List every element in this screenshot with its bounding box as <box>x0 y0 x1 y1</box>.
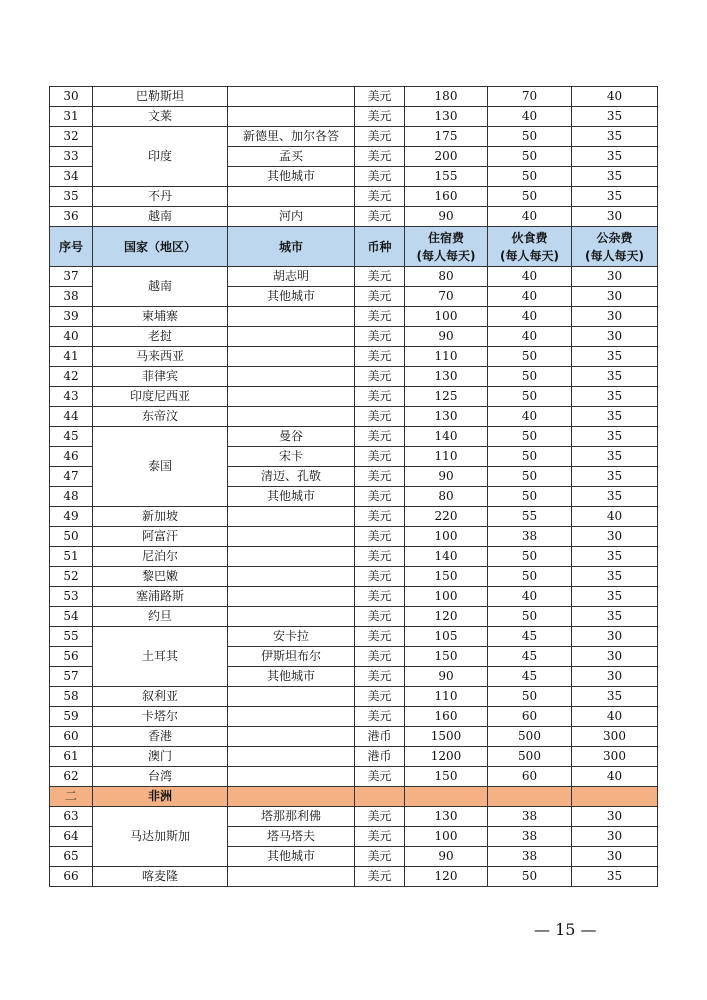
city-cell <box>228 767 355 787</box>
row-number: 34 <box>50 167 93 187</box>
meals-cell: 45 <box>488 647 572 667</box>
city-cell <box>228 867 355 887</box>
lodging-cell: 90 <box>405 327 488 347</box>
city-cell: 河内 <box>228 207 355 227</box>
meals-cell: 500 <box>488 727 572 747</box>
country-cell: 马来西亚 <box>93 347 228 367</box>
city-cell <box>228 307 355 327</box>
section-number: 二 <box>50 787 93 807</box>
city-cell <box>228 547 355 567</box>
city-cell <box>228 707 355 727</box>
city-cell: 宋卡 <box>228 447 355 467</box>
meals-cell: 40 <box>488 267 572 287</box>
row-number: 60 <box>50 727 93 747</box>
currency-cell: 美元 <box>355 667 405 687</box>
meals-cell: 50 <box>488 187 572 207</box>
lodging-cell: 200 <box>405 147 488 167</box>
lodging-cell: 155 <box>405 167 488 187</box>
country-cell: 黎巴嫩 <box>93 567 228 587</box>
meals-cell: 50 <box>488 547 572 567</box>
table-row <box>50 627 658 647</box>
city-cell: 新德里、加尔各答 <box>228 127 355 147</box>
country-cell: 泰国 <box>93 427 228 507</box>
lodging-cell: 130 <box>405 407 488 427</box>
meals-cell: 40 <box>488 407 572 427</box>
currency-cell: 美元 <box>355 307 405 327</box>
country-cell: 香港 <box>93 727 228 747</box>
section-empty-cell <box>572 787 658 807</box>
row-number: 37 <box>50 267 93 287</box>
table-row <box>50 87 658 107</box>
section-row <box>50 787 658 807</box>
lodging-cell: 90 <box>405 847 488 867</box>
country-cell: 新加坡 <box>93 507 228 527</box>
city-cell: 伊斯坦布尔 <box>228 647 355 667</box>
misc-cell: 35 <box>572 387 658 407</box>
section-empty-cell <box>488 787 572 807</box>
misc-cell: 35 <box>572 607 658 627</box>
misc-cell: 300 <box>572 747 658 767</box>
lodging-cell: 125 <box>405 387 488 407</box>
lodging-cell: 150 <box>405 567 488 587</box>
row-number: 41 <box>50 347 93 367</box>
lodging-cell: 105 <box>405 627 488 647</box>
city-cell: 其他城市 <box>228 287 355 307</box>
meals-cell: 50 <box>488 607 572 627</box>
currency-cell: 美元 <box>355 707 405 727</box>
misc-cell: 30 <box>572 307 658 327</box>
lodging-cell: 100 <box>405 827 488 847</box>
lodging-cell: 90 <box>405 667 488 687</box>
meals-cell: 50 <box>488 427 572 447</box>
city-cell: 安卡拉 <box>228 627 355 647</box>
header-meals: 伙食费 (每人每天) <box>488 227 572 267</box>
currency-cell: 美元 <box>355 127 405 147</box>
misc-cell: 30 <box>572 847 658 867</box>
meals-cell: 38 <box>488 527 572 547</box>
row-number: 48 <box>50 487 93 507</box>
lodging-cell: 180 <box>405 87 488 107</box>
section-empty-cell <box>405 787 488 807</box>
city-cell <box>228 387 355 407</box>
misc-cell: 35 <box>572 427 658 447</box>
lodging-cell: 1500 <box>405 727 488 747</box>
row-number: 43 <box>50 387 93 407</box>
misc-cell: 30 <box>572 267 658 287</box>
header-seq: 序号 <box>50 227 93 267</box>
city-cell <box>228 407 355 427</box>
allowance-table <box>49 86 658 887</box>
country-cell: 土耳其 <box>93 627 228 687</box>
lodging-cell: 130 <box>405 367 488 387</box>
header-misc: 公杂费 (每人每天) <box>572 227 658 267</box>
table-row <box>50 807 658 827</box>
row-number: 63 <box>50 807 93 827</box>
currency-cell: 美元 <box>355 507 405 527</box>
currency-cell: 美元 <box>355 827 405 847</box>
country-cell: 巴勒斯坦 <box>93 87 228 107</box>
meals-cell: 40 <box>488 307 572 327</box>
currency-cell: 美元 <box>355 87 405 107</box>
currency-cell: 美元 <box>355 427 405 447</box>
currency-cell: 美元 <box>355 187 405 207</box>
row-number: 59 <box>50 707 93 727</box>
currency-cell: 美元 <box>355 767 405 787</box>
misc-cell: 35 <box>572 487 658 507</box>
meals-cell: 70 <box>488 87 572 107</box>
currency-cell: 美元 <box>355 527 405 547</box>
country-cell: 东帝汶 <box>93 407 228 427</box>
currency-cell: 美元 <box>355 207 405 227</box>
country-cell: 卡塔尔 <box>93 707 228 727</box>
city-cell <box>228 507 355 527</box>
misc-cell: 30 <box>572 807 658 827</box>
currency-cell: 美元 <box>355 287 405 307</box>
lodging-cell: 120 <box>405 867 488 887</box>
row-number: 39 <box>50 307 93 327</box>
misc-cell: 35 <box>572 547 658 567</box>
misc-cell: 35 <box>572 447 658 467</box>
meals-cell: 50 <box>488 347 572 367</box>
currency-cell: 美元 <box>355 107 405 127</box>
row-number: 49 <box>50 507 93 527</box>
meals-cell: 40 <box>488 587 572 607</box>
row-number: 47 <box>50 467 93 487</box>
currency-cell: 美元 <box>355 627 405 647</box>
city-cell: 孟买 <box>228 147 355 167</box>
country-cell: 菲律宾 <box>93 367 228 387</box>
city-cell <box>228 587 355 607</box>
country-cell: 约旦 <box>93 607 228 627</box>
table-row <box>50 587 658 607</box>
meals-cell: 50 <box>488 687 572 707</box>
city-cell <box>228 367 355 387</box>
table-row <box>50 127 658 147</box>
country-cell: 叙利亚 <box>93 687 228 707</box>
meals-cell: 50 <box>488 387 572 407</box>
city-cell: 曼谷 <box>228 427 355 447</box>
city-cell: 其他城市 <box>228 847 355 867</box>
row-number: 56 <box>50 647 93 667</box>
lodging-cell: 130 <box>405 807 488 827</box>
row-number: 38 <box>50 287 93 307</box>
row-number: 52 <box>50 567 93 587</box>
meals-cell: 60 <box>488 707 572 727</box>
country-cell: 印度 <box>93 127 228 187</box>
lodging-cell: 110 <box>405 687 488 707</box>
row-number: 61 <box>50 747 93 767</box>
meals-cell: 38 <box>488 847 572 867</box>
country-cell: 老挝 <box>93 327 228 347</box>
table-row <box>50 187 658 207</box>
city-cell: 其他城市 <box>228 667 355 687</box>
meals-cell: 50 <box>488 147 572 167</box>
table-row <box>50 367 658 387</box>
misc-cell: 30 <box>572 287 658 307</box>
city-cell <box>228 87 355 107</box>
table-row <box>50 327 658 347</box>
meals-cell: 38 <box>488 807 572 827</box>
header-lodging: 住宿费 (每人每天) <box>405 227 488 267</box>
misc-cell: 30 <box>572 207 658 227</box>
header-currency: 币种 <box>355 227 405 267</box>
lodging-cell: 80 <box>405 267 488 287</box>
country-cell: 台湾 <box>93 767 228 787</box>
currency-cell: 美元 <box>355 687 405 707</box>
section-title: 非洲 <box>93 787 228 807</box>
meals-cell: 50 <box>488 867 572 887</box>
misc-cell: 300 <box>572 727 658 747</box>
misc-cell: 35 <box>572 127 658 147</box>
city-cell <box>228 567 355 587</box>
city-cell <box>228 347 355 367</box>
currency-cell: 美元 <box>355 347 405 367</box>
row-number: 35 <box>50 187 93 207</box>
meals-cell: 50 <box>488 127 572 147</box>
misc-cell: 35 <box>572 467 658 487</box>
lodging-cell: 160 <box>405 187 488 207</box>
table-row <box>50 727 658 747</box>
currency-cell: 美元 <box>355 327 405 347</box>
meals-cell: 40 <box>488 327 572 347</box>
misc-cell: 30 <box>572 647 658 667</box>
currency-cell: 美元 <box>355 387 405 407</box>
table-row <box>50 747 658 767</box>
country-cell: 柬埔寨 <box>93 307 228 327</box>
lodging-cell: 220 <box>405 507 488 527</box>
city-cell <box>228 607 355 627</box>
row-number: 50 <box>50 527 93 547</box>
country-cell: 越南 <box>93 267 228 307</box>
row-number: 33 <box>50 147 93 167</box>
country-cell: 澳门 <box>93 747 228 767</box>
lodging-cell: 100 <box>405 587 488 607</box>
misc-cell: 40 <box>572 707 658 727</box>
lodging-cell: 175 <box>405 127 488 147</box>
row-number: 31 <box>50 107 93 127</box>
misc-cell: 30 <box>572 527 658 547</box>
section-empty-cell <box>228 787 355 807</box>
currency-cell: 美元 <box>355 147 405 167</box>
meals-cell: 50 <box>488 467 572 487</box>
currency-cell: 美元 <box>355 847 405 867</box>
misc-cell: 30 <box>572 827 658 847</box>
table-row <box>50 427 658 447</box>
meals-cell: 50 <box>488 167 572 187</box>
misc-cell: 30 <box>572 327 658 347</box>
misc-cell: 40 <box>572 87 658 107</box>
meals-cell: 55 <box>488 507 572 527</box>
country-cell: 马达加斯加 <box>93 807 228 867</box>
misc-cell: 40 <box>572 767 658 787</box>
city-cell: 胡志明 <box>228 267 355 287</box>
lodging-cell: 110 <box>405 447 488 467</box>
city-cell <box>228 187 355 207</box>
table-row <box>50 687 658 707</box>
table-row <box>50 867 658 887</box>
table-row <box>50 567 658 587</box>
table-row <box>50 547 658 567</box>
country-cell: 越南 <box>93 207 228 227</box>
country-cell: 尼泊尔 <box>93 547 228 567</box>
misc-cell: 35 <box>572 347 658 367</box>
currency-cell: 美元 <box>355 807 405 827</box>
section-empty-cell <box>355 787 405 807</box>
city-cell <box>228 107 355 127</box>
meals-cell: 45 <box>488 667 572 687</box>
lodging-cell: 1200 <box>405 747 488 767</box>
city-cell: 其他城市 <box>228 167 355 187</box>
city-cell: 其他城市 <box>228 487 355 507</box>
lodging-cell: 160 <box>405 707 488 727</box>
row-number: 45 <box>50 427 93 447</box>
table-header-row <box>50 227 658 267</box>
lodging-cell: 80 <box>405 487 488 507</box>
currency-cell: 港币 <box>355 727 405 747</box>
row-number: 30 <box>50 87 93 107</box>
row-number: 40 <box>50 327 93 347</box>
meals-cell: 50 <box>488 447 572 467</box>
row-number: 65 <box>50 847 93 867</box>
currency-cell: 美元 <box>355 407 405 427</box>
country-cell: 喀麦隆 <box>93 867 228 887</box>
meals-cell: 40 <box>488 107 572 127</box>
lodging-cell: 100 <box>405 527 488 547</box>
meals-cell: 50 <box>488 367 572 387</box>
currency-cell: 美元 <box>355 167 405 187</box>
currency-cell: 美元 <box>355 867 405 887</box>
lodging-cell: 140 <box>405 427 488 447</box>
meals-cell: 50 <box>488 567 572 587</box>
misc-cell: 35 <box>572 367 658 387</box>
city-cell <box>228 727 355 747</box>
currency-cell: 美元 <box>355 547 405 567</box>
lodging-cell: 130 <box>405 107 488 127</box>
table-row <box>50 507 658 527</box>
table-row <box>50 347 658 367</box>
misc-cell: 35 <box>572 687 658 707</box>
misc-cell: 35 <box>572 587 658 607</box>
city-cell <box>228 747 355 767</box>
city-cell: 塔马塔夫 <box>228 827 355 847</box>
header-country: 国家（地区） <box>93 227 228 267</box>
row-number: 54 <box>50 607 93 627</box>
lodging-cell: 90 <box>405 467 488 487</box>
meals-cell: 40 <box>488 287 572 307</box>
city-cell: 塔那那利佛 <box>228 807 355 827</box>
lodging-cell: 90 <box>405 207 488 227</box>
misc-cell: 30 <box>572 627 658 647</box>
lodging-cell: 150 <box>405 647 488 667</box>
meals-cell: 60 <box>488 767 572 787</box>
country-cell: 不丹 <box>93 187 228 207</box>
currency-cell: 美元 <box>355 587 405 607</box>
currency-cell: 美元 <box>355 267 405 287</box>
country-cell: 塞浦路斯 <box>93 587 228 607</box>
row-number: 62 <box>50 767 93 787</box>
misc-cell: 35 <box>572 867 658 887</box>
currency-cell: 美元 <box>355 367 405 387</box>
currency-cell: 美元 <box>355 647 405 667</box>
meals-cell: 38 <box>488 827 572 847</box>
lodging-cell: 120 <box>405 607 488 627</box>
table-row <box>50 107 658 127</box>
table-row <box>50 387 658 407</box>
lodging-cell: 110 <box>405 347 488 367</box>
currency-cell: 美元 <box>355 567 405 587</box>
header-city: 城市 <box>228 227 355 267</box>
row-number: 55 <box>50 627 93 647</box>
table-row <box>50 767 658 787</box>
country-cell: 印度尼西亚 <box>93 387 228 407</box>
meals-cell: 45 <box>488 627 572 647</box>
row-number: 51 <box>50 547 93 567</box>
currency-cell: 美元 <box>355 467 405 487</box>
page-number: — 15 — <box>534 920 597 939</box>
row-number: 58 <box>50 687 93 707</box>
misc-cell: 35 <box>572 147 658 167</box>
row-number: 42 <box>50 367 93 387</box>
row-number: 44 <box>50 407 93 427</box>
row-number: 53 <box>50 587 93 607</box>
lodging-cell: 100 <box>405 307 488 327</box>
misc-cell: 35 <box>572 567 658 587</box>
misc-cell: 35 <box>572 187 658 207</box>
currency-cell: 港币 <box>355 747 405 767</box>
row-number: 57 <box>50 667 93 687</box>
table-row <box>50 307 658 327</box>
lodging-cell: 140 <box>405 547 488 567</box>
meals-cell: 50 <box>488 487 572 507</box>
meals-cell: 40 <box>488 207 572 227</box>
table-row <box>50 407 658 427</box>
city-cell <box>228 527 355 547</box>
country-cell: 阿富汗 <box>93 527 228 547</box>
table-row <box>50 527 658 547</box>
city-cell: 清迈、孔敬 <box>228 467 355 487</box>
lodging-cell: 150 <box>405 767 488 787</box>
misc-cell: 40 <box>572 507 658 527</box>
currency-cell: 美元 <box>355 447 405 467</box>
country-cell: 文莱 <box>93 107 228 127</box>
currency-cell: 美元 <box>355 607 405 627</box>
row-number: 32 <box>50 127 93 147</box>
table-row <box>50 207 658 227</box>
meals-cell: 500 <box>488 747 572 767</box>
city-cell <box>228 687 355 707</box>
misc-cell: 35 <box>572 107 658 127</box>
row-number: 46 <box>50 447 93 467</box>
currency-cell: 美元 <box>355 487 405 507</box>
city-cell <box>228 327 355 347</box>
misc-cell: 35 <box>572 167 658 187</box>
row-number: 36 <box>50 207 93 227</box>
row-number: 66 <box>50 867 93 887</box>
table-body <box>50 87 658 887</box>
misc-cell: 30 <box>572 667 658 687</box>
table-row <box>50 607 658 627</box>
row-number: 64 <box>50 827 93 847</box>
lodging-cell: 70 <box>405 287 488 307</box>
table-row <box>50 267 658 287</box>
table-row <box>50 707 658 727</box>
misc-cell: 35 <box>572 407 658 427</box>
